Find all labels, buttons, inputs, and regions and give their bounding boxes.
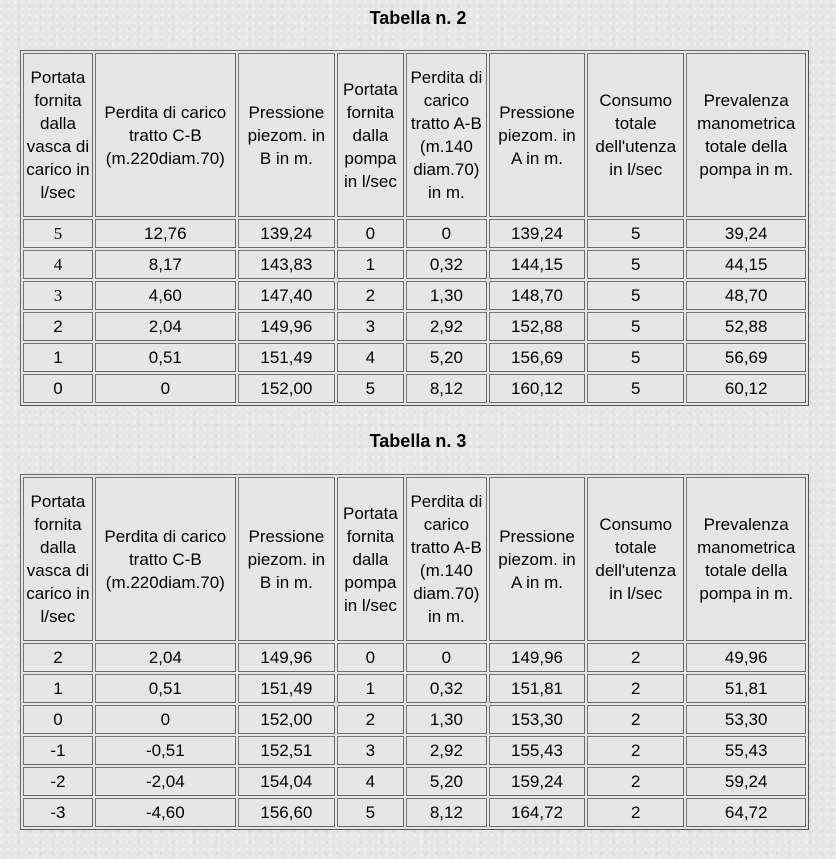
header-pressione-a: Pressione piezom. in A in m. (489, 53, 585, 217)
table-header-row (23, 53, 806, 217)
table-cell: 1,30 (406, 705, 487, 734)
header-portata-vasca: Portata fornita dalla vasca di carico in l/sec (23, 477, 93, 641)
table-cell: 44,15 (686, 250, 806, 279)
table-cell: 151,49 (238, 343, 335, 372)
table-row (23, 798, 806, 827)
table-row (23, 736, 806, 765)
table-cell: 49,96 (686, 643, 806, 672)
table-cell: 0 (23, 374, 93, 403)
table-cell: 5 (587, 219, 684, 248)
table-cell: 152,00 (238, 705, 335, 734)
header-pressione-a: Pressione piezom. in A in m. (489, 477, 585, 641)
table-cell: 164,72 (489, 798, 585, 827)
header-perdita-cb: Perdita di carico tratto C-B (m.220diam.70) (95, 53, 236, 217)
table-3-title: Tabella n. 3 (369, 431, 467, 451)
table-cell: 59,24 (686, 767, 806, 796)
table-cell: 1 (337, 250, 404, 279)
table-cell: 149,96 (238, 312, 335, 341)
table-cell: 159,24 (489, 767, 585, 796)
table-cell: 5,20 (406, 343, 487, 372)
table-cell: 152,00 (238, 374, 335, 403)
header-portata-vasca: Portata fornita dalla vasca di carico in l/sec (23, 53, 93, 217)
table-cell: 2,04 (95, 643, 236, 672)
table-cell: 0,32 (406, 674, 487, 703)
table-cell: 0,32 (406, 250, 487, 279)
table-cell: 0 (337, 643, 404, 672)
table-cell: 149,96 (238, 643, 335, 672)
table-cell: 56,69 (686, 343, 806, 372)
table-cell: -1 (23, 736, 93, 765)
header-portata-pompa: Portata fornita dalla pompa in l/sec (337, 477, 404, 641)
table-cell: 64,72 (686, 798, 806, 827)
table-cell: 5 (587, 281, 684, 310)
table-cell: 2 (587, 767, 684, 796)
table-row (23, 343, 806, 372)
table-cell: 2 (587, 674, 684, 703)
table-2-title: Tabella n. 2 (369, 8, 467, 28)
table-cell: 2 (23, 312, 93, 341)
table-row (23, 374, 806, 403)
table-cell: 0 (337, 219, 404, 248)
table-cell: 152,51 (238, 736, 335, 765)
table-cell: 51,81 (686, 674, 806, 703)
table-cell: 0 (406, 219, 487, 248)
table-cell: 148,70 (489, 281, 585, 310)
table-cell: -2,04 (95, 767, 236, 796)
table-cell: 2,04 (95, 312, 236, 341)
table-row (23, 674, 806, 703)
table-cell: 2 (587, 705, 684, 734)
table-cell: 5 (337, 374, 404, 403)
table-row (23, 705, 806, 734)
header-pressione-b: Pressione piezom. in B in m. (238, 477, 335, 641)
header-perdita-ab: Perdita di carico tratto A-B (m.140 diam.70) in m. (406, 53, 487, 217)
table-cell: 5 (587, 374, 684, 403)
table-cell: 5 (587, 250, 684, 279)
table-cell: 2,92 (406, 736, 487, 765)
table-cell: 55,43 (686, 736, 806, 765)
table-cell: 4 (23, 250, 93, 279)
table-cell: 0 (406, 643, 487, 672)
header-prevalenza: Prevalenza manometrica totale della pompa in m. (686, 477, 806, 641)
table-cell: 2 (587, 798, 684, 827)
table-row (23, 767, 806, 796)
table-cell: 151,49 (238, 674, 335, 703)
table-cell: 143,83 (238, 250, 335, 279)
table-row (23, 250, 806, 279)
table-cell: 139,24 (238, 219, 335, 248)
table-cell: 60,12 (686, 374, 806, 403)
table-cell: 0,51 (95, 674, 236, 703)
table-cell: 0,51 (95, 343, 236, 372)
table-cell: -0,51 (95, 736, 236, 765)
table-cell: -4,60 (95, 798, 236, 827)
table-cell: 53,30 (686, 705, 806, 734)
table-cell: 2 (337, 281, 404, 310)
table-row (23, 219, 806, 248)
table-cell: 156,60 (238, 798, 335, 827)
table-cell: 3 (23, 281, 93, 310)
header-perdita-cb: Perdita di carico tratto C-B (m.220diam.70) (95, 477, 236, 641)
table-cell: 139,24 (489, 219, 585, 248)
table-cell: 1 (337, 674, 404, 703)
table-cell: 3 (337, 736, 404, 765)
table-cell: 4,60 (95, 281, 236, 310)
header-perdita-ab: Perdita di carico tratto A-B (m.140 diam.70) in m. (406, 477, 487, 641)
table-cell: 8,12 (406, 798, 487, 827)
table-cell: 1 (23, 674, 93, 703)
table-cell: 153,30 (489, 705, 585, 734)
header-consumo: Consumo totale dell'utenza in l/sec (587, 53, 684, 217)
table-cell: 2 (587, 643, 684, 672)
table-cell: 3 (337, 312, 404, 341)
table-cell: 149,96 (489, 643, 585, 672)
table-cell: 8,12 (406, 374, 487, 403)
table-3 (20, 474, 809, 830)
table-cell: 52,88 (686, 312, 806, 341)
table-cell: 48,70 (686, 281, 806, 310)
table-row (23, 312, 806, 341)
table-cell: 0 (95, 705, 236, 734)
header-pressione-b: Pressione piezom. in B in m. (238, 53, 335, 217)
table-cell: 1,30 (406, 281, 487, 310)
table-cell: 152,88 (489, 312, 585, 341)
table-cell: 5 (587, 312, 684, 341)
table-cell: -3 (23, 798, 93, 827)
table-cell: 0 (95, 374, 236, 403)
table-cell: 5 (23, 219, 93, 248)
table-cell: 5 (337, 798, 404, 827)
table-2 (20, 50, 809, 406)
table-cell: 12,76 (95, 219, 236, 248)
table-cell: -2 (23, 767, 93, 796)
table-cell: 4 (337, 767, 404, 796)
table-cell: 5,20 (406, 767, 487, 796)
table-cell: 144,15 (489, 250, 585, 279)
table-header-row (23, 477, 806, 641)
table-cell: 1 (23, 343, 93, 372)
table-cell: 4 (337, 343, 404, 372)
table-cell: 8,17 (95, 250, 236, 279)
table-cell: 155,43 (489, 736, 585, 765)
table-cell: 151,81 (489, 674, 585, 703)
table-cell: 0 (23, 705, 93, 734)
table-cell: 160,12 (489, 374, 585, 403)
table-cell: 2 (337, 705, 404, 734)
table-row (23, 643, 806, 672)
table-cell: 39,24 (686, 219, 806, 248)
table-row (23, 281, 806, 310)
table-cell: 2 (23, 643, 93, 672)
header-prevalenza: Prevalenza manometrica totale della pompa in m. (686, 53, 806, 217)
table-cell: 2,92 (406, 312, 487, 341)
table-cell: 156,69 (489, 343, 585, 372)
table-cell: 154,04 (238, 767, 335, 796)
table-cell: 2 (587, 736, 684, 765)
header-portata-pompa: Portata fornita dalla pompa in l/sec (337, 53, 404, 217)
table-cell: 147,40 (238, 281, 335, 310)
table-cell: 5 (587, 343, 684, 372)
header-consumo: Consumo totale dell'utenza in l/sec (587, 477, 684, 641)
